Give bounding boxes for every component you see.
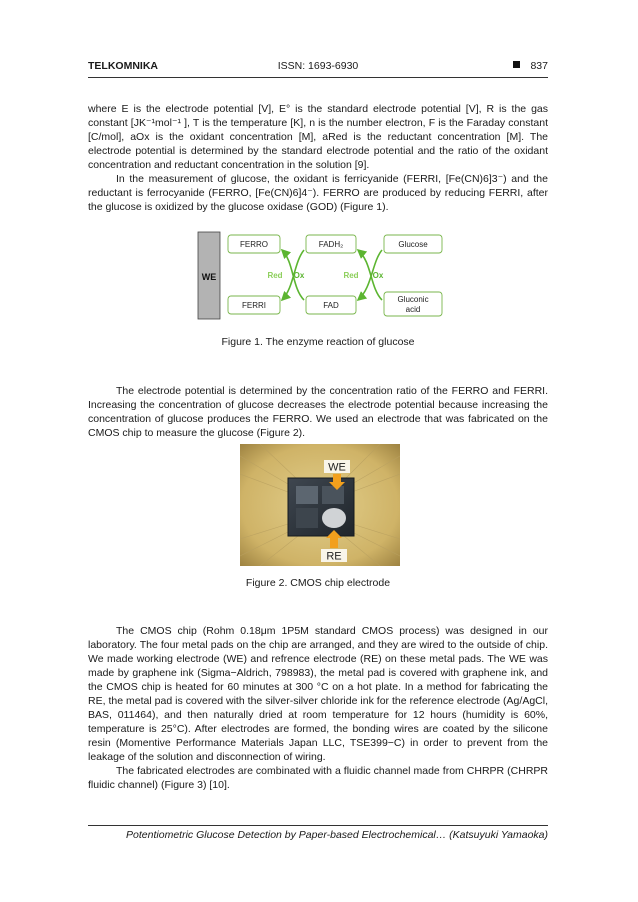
re-electrode-spot (322, 508, 346, 528)
running-header (88, 60, 548, 76)
running-footer: Potentiometric Glucose Detection by Paper-based Electrochemical… (Katsuyuki Yamaoka) (126, 829, 548, 841)
paragraph-2 (88, 172, 548, 214)
fad-label: FAD (323, 301, 339, 310)
issn: ISSN: 1693-6930 (277, 60, 359, 72)
footer-rule (88, 825, 548, 826)
square-bullet-icon (513, 61, 520, 68)
enzyme-reaction-diagram (196, 230, 446, 322)
re-photo-label: RE (326, 550, 342, 563)
gluconic-label: Gluconic (397, 295, 429, 304)
page-number-area (513, 60, 548, 72)
acid-label: acid (405, 305, 421, 314)
metal-pad-3 (296, 508, 318, 528)
ferri-label: FERRI (242, 301, 266, 310)
header-rule (88, 77, 548, 78)
paragraph-3 (88, 384, 548, 440)
we-label: WE (201, 272, 217, 282)
page-number: 837 (530, 60, 548, 72)
glucose-label: Glucose (398, 240, 428, 249)
paragraph-4-text: The CMOS chip (Rohm 0.18μm 1P5M standard CMOS process) was designed in our laboratory. The four metal pads on the chip are arranged, and they are wired to the outside of chip. We made working electrode (WE) and refrence electrode (RE) on these metal pads. The WE was made by graphene ink (Sigma−Aldrich, 798983), the metal pad is covered with graphene ink, and the CMOS chip is heated for 60 minutes at 300 °C on a hot plate. In a method for fabricating the RE, the metal pad is covered with the silver-silver chloride ink for the reference electrode (Ag/AgCl, BAS, 011464), and then naturally dried at room temperature for 12 hours (humidity is 60%, temperature is 25°C). After electrodes are formed, the bonding wires are coated by the silicone resin (Momentive Performance Materials Japan LLC, TSE399−C) in order to prevent from the leakage of the solution and disconnection of wiring. (88, 625, 548, 763)
we-photo-label: WE (328, 461, 346, 474)
paragraph-1: where E is the electrode potential [V], E° is the standard electrode potential [V], R is the gas constant [JK⁻¹mol⁻¹ ], T is the temperature [K], n is the number electron, F is the Faraday constant [C/mol], aOx is the oxidant concentration [M], aRed is the reductant concentration [M]. The electrode potential is determined by the standard electrode potential and the ratio of the oxidant concentration and reductant concentration in the solution [9]. (88, 103, 548, 171)
journal-name: TELKOMNIKA (88, 60, 158, 72)
fadh2-label: FADH₂ (318, 240, 344, 249)
metal-pad-2 (322, 486, 344, 504)
paragraph-2-text: In the measurement of glucose, the oxidant is ferricyanide (FERRI, [Fe(CN)6]3⁻) and the reductant is ferrocyanide (FERRO, [Fe(CN)6]4⁻). FERRO are produced by reducing FERRI, after the glucose is oxidized by the glucose oxidase (GOD) (Figure 1). (88, 173, 548, 213)
metal-pad-1 (296, 486, 318, 504)
ox-label-2: Ox (372, 271, 384, 280)
red-label-2: Red (343, 271, 359, 280)
ox-label-1: Ox (293, 271, 305, 280)
paragraph-4 (88, 624, 548, 764)
paragraph-5-text: The fabricated electrodes are combinated with a fluidic channel made from CHRPR (CHRPR fluidic channel) (Figure 3) [10]. (88, 765, 548, 791)
red-label-1: Red (267, 271, 283, 280)
paragraph-5 (88, 764, 548, 792)
paragraph-3-text: The electrode potential is determined by the concentration ratio of the FERRO and FERRI. Increasing the concentration of glucose decreases the electrode potential because increasing the concentration of glucose produces the FERRO. We used an electrode that was fabricated on the CMOS chip to measure the glucose (Figure 2). (88, 385, 548, 439)
figure-1-caption: Figure 1. The enzyme reaction of glucose (221, 336, 415, 348)
ferro-label: FERRO (240, 240, 268, 249)
figure-2-caption: Figure 2. CMOS chip electrode (245, 577, 391, 589)
cmos-chip-photo (240, 444, 400, 566)
